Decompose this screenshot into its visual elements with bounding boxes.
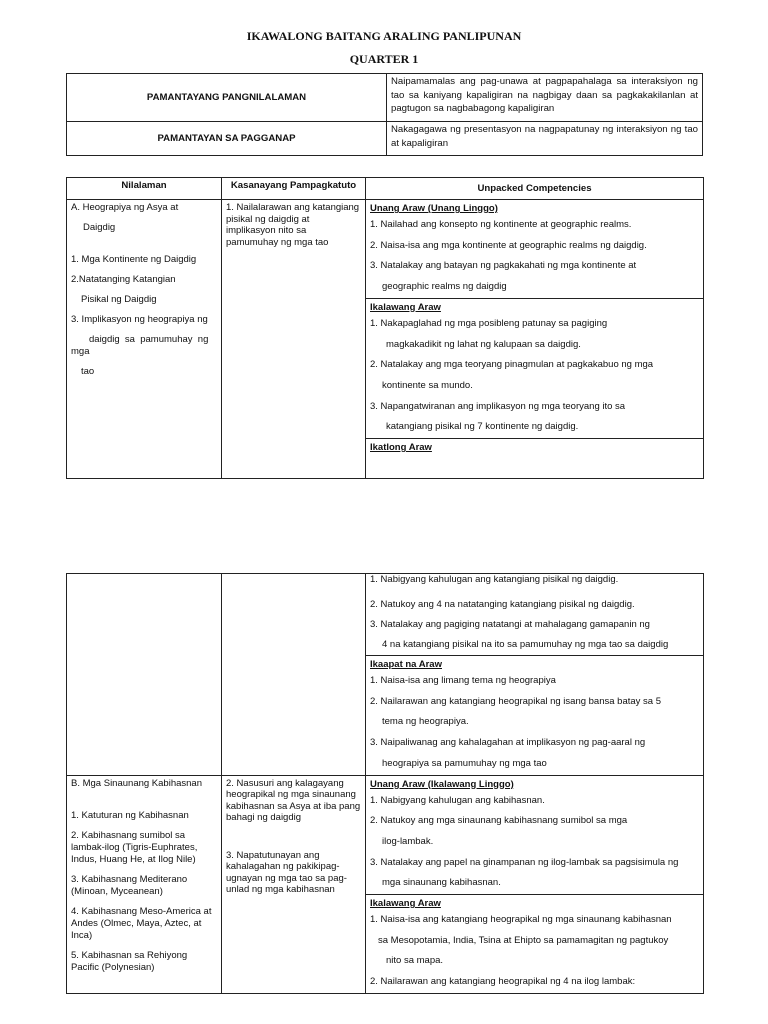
curriculum-table-part-2 xyxy=(66,573,704,994)
competency-item: 2. Naisa-isa ang mga kontinente at geographic realms ng daigdig. xyxy=(370,239,647,251)
unpacked-cell xyxy=(366,200,704,479)
competency-item: 1. Nabigyang kahulugan ang kabihasnan. xyxy=(370,794,545,806)
kasanayan-text: 2. Nasusuri ang kalagayang heograpikal ng mga sinaunang kabihasnan sa Asya at iba pang bahagi ng daigdig xyxy=(226,777,361,824)
competency-item: 2. Nailarawan ang katangiang heograpikal ng isang bansa batay sa 5 xyxy=(370,695,662,707)
nilalaman-line: 1. Katuturan ng Kabihasnan xyxy=(71,809,189,821)
unpacked-cell xyxy=(366,775,704,993)
day-section xyxy=(366,776,703,895)
competency-item: 2. Natukoy ang 4 na natatanging katangiang pisikal ng daigdig. xyxy=(370,599,635,610)
day-section xyxy=(366,298,703,438)
competency-item: mga sinaunang kabihasnan. xyxy=(382,877,501,889)
competency-item: sa Mesopotamia, India, Tsina at Ehipto sa pamamagitan ng pagtukoy xyxy=(378,934,669,946)
nilalaman-line: 2. Kabihasnang sumibol sa lambak-ilog (Tigris-Euphrates, Indus, Huang He, at Ilog Nile) xyxy=(71,829,198,865)
competency-item: 2. Nailarawan ang katangiang heograpikal ng 4 na ilog lambak: xyxy=(370,976,636,988)
competency-item: katangiang pisikal ng 7 kontinente ng daigdig. xyxy=(386,421,579,433)
table-header-row xyxy=(67,178,704,200)
nilalaman-line: 1. Mga Kontinente ng Daigdig xyxy=(71,254,197,265)
standards-row xyxy=(67,122,703,156)
unpacked-cell xyxy=(366,574,704,776)
document-quarter: QUARTER 1 xyxy=(349,52,419,66)
day-heading: Unang Araw (Ikalawang Linggo) xyxy=(370,778,514,790)
nilalaman-line: tao xyxy=(81,366,95,377)
nilalaman-cell xyxy=(67,200,222,479)
day-heading: Ikalawang Araw xyxy=(370,301,441,313)
competency-item: 3. Napangatwiranan ang implikasyon ng mga teoryang ito sa xyxy=(370,400,626,412)
nilalaman-line: A. Heograpiya ng Asya at xyxy=(71,202,179,213)
nilalaman-line: B. Mga Sinaunang Kabihasnan xyxy=(71,777,202,789)
table-row xyxy=(67,574,704,776)
nilalaman-line: 3. Implikasyon ng heograpiya ng xyxy=(71,314,208,325)
standard-text: Naipamamalas ang pag-unawa at pagpapahalaga sa interaksiyon ng tao sa kaniyang kapaligiran na nagbigay daan sa pagkakakilanlan at pagtugon sa nagbabagong kapaligiran xyxy=(387,74,703,122)
kasanayan-cell xyxy=(222,200,366,479)
nilalaman-cell xyxy=(67,775,222,993)
header-kasanayan: Kasanayang Pampagkatuto xyxy=(222,178,366,200)
competency-item: nito sa mapa. xyxy=(386,955,444,967)
competency-item: kontinente sa mundo. xyxy=(382,379,473,391)
competency-item: heograpiya sa pamumuhay ng mga tao xyxy=(382,757,547,769)
day-section xyxy=(366,894,703,993)
nilalaman-line: Daigdig xyxy=(83,222,116,233)
competency-item: 1. Naisa-isa ang limang tema ng heograpiya xyxy=(370,675,556,686)
standards-row xyxy=(67,74,703,122)
nilalaman-line: daigdig sa pamumuhay ng xyxy=(89,334,209,345)
table-row xyxy=(67,200,704,479)
competency-item: 1. Nakapaglahad ng mga posibleng patunay sa pagiging xyxy=(370,317,608,329)
competency-item: 2. Natukoy ang mga sinaunang kabihasnang sumibol sa mga xyxy=(370,815,628,827)
nilalaman-line: 5. Kabihasnan sa Rehiyong Pacific (Polynesian) xyxy=(71,949,188,973)
nilalaman-line: 3. Kabihasnang Mediterano (Minoan, Myceanean) xyxy=(71,873,188,897)
competency-item: 1. Nabigyang kahulugan ang katangiang pisikal ng daigdig. xyxy=(370,574,619,585)
standards-table xyxy=(66,73,703,156)
day-section xyxy=(366,438,703,468)
standard-text: Nakagagawa ng presentasyon na nagpapatunay ng interaksiyon ng tao at kapaligiran xyxy=(387,122,703,156)
day-section xyxy=(366,200,703,298)
competency-item: 3. Natalakay ang batayan ng pagkakahati ng mga kontinente at xyxy=(370,260,637,272)
competency-item: 1. Nailahad ang konsepto ng kontinente at geographic realms. xyxy=(370,219,632,230)
standard-label: PAMANTAYAN SA PAGGANAP xyxy=(67,122,387,156)
day-heading: Ikatlong Araw xyxy=(370,442,432,454)
competency-item: 2. Natalakay ang mga teoryang pinagmulan at pagkakabuo ng mga xyxy=(370,359,654,371)
day-heading: Ikaapat na Araw xyxy=(370,659,442,670)
kasanayan-cell xyxy=(222,775,366,993)
competency-item: 1. Naisa-isa ang katangiang heograpikal ng mga sinaunang kabihasnan xyxy=(370,914,672,926)
nilalaman-line: mga xyxy=(71,346,90,357)
document-title: IKAWALONG BAITANG ARALING PANLIPUNAN xyxy=(246,29,522,43)
nilalaman-cell xyxy=(67,574,222,776)
competency-item: 3. Natalakay ang papel na ginampanan ng ilog-lambak sa pagsisimula ng xyxy=(370,856,679,868)
nilalaman-line: 4. Kabihasnang Meso-America at Andes (Olmec, Maya, Aztec, at Inca) xyxy=(71,905,212,941)
competency-item: ilog-lambak. xyxy=(382,835,434,847)
kasanayan-text: 1. Nailalarawan ang katangiang pisikal ng daigdig at implikasyon nito sa pamumuhay ng mga tao xyxy=(226,202,360,248)
day-heading: Ikalawang Araw xyxy=(370,898,441,910)
competency-item: 4 na katangiang pisikal na ito sa pamumuhay ng mga tao sa daigdig xyxy=(382,639,669,650)
kasanayan-text: 3. Napatutunayan ang kahalagahan ng pakikipag-ugnayan ng mga tao sa pag-unlad ng mga kabihasnan xyxy=(226,849,347,896)
nilalaman-line: Pisikal ng Daigdig xyxy=(81,294,157,305)
header-nilalaman: Nilalaman xyxy=(67,178,222,200)
table-row xyxy=(67,775,704,993)
nilalaman-line: 2.Natatanging Katangian xyxy=(71,274,176,285)
curriculum-table-part-1 xyxy=(66,177,704,479)
competency-item: 3. Naipaliwanag ang kahalagahan at implikasyon ng pag-aaral ng xyxy=(370,737,646,749)
day-heading: Unang Araw (Unang Linggo) xyxy=(370,203,498,214)
competency-item: magkakadikit ng lahat ng kalupaan sa daigdig. xyxy=(386,338,581,350)
competency-item: geographic realms ng daigdig xyxy=(382,281,507,293)
competency-item: 3. Natalakay ang pagiging natatangi at mahalagang gamapanin ng xyxy=(370,619,650,630)
day-section xyxy=(366,655,703,775)
day-section xyxy=(366,574,703,655)
kasanayan-cell xyxy=(222,574,366,776)
header-unpacked: Unpacked Competencies xyxy=(366,178,704,200)
standard-label: PAMANTAYANG PANGNILALAMAN xyxy=(67,74,387,122)
competency-item: tema ng heograpiya. xyxy=(382,716,469,728)
